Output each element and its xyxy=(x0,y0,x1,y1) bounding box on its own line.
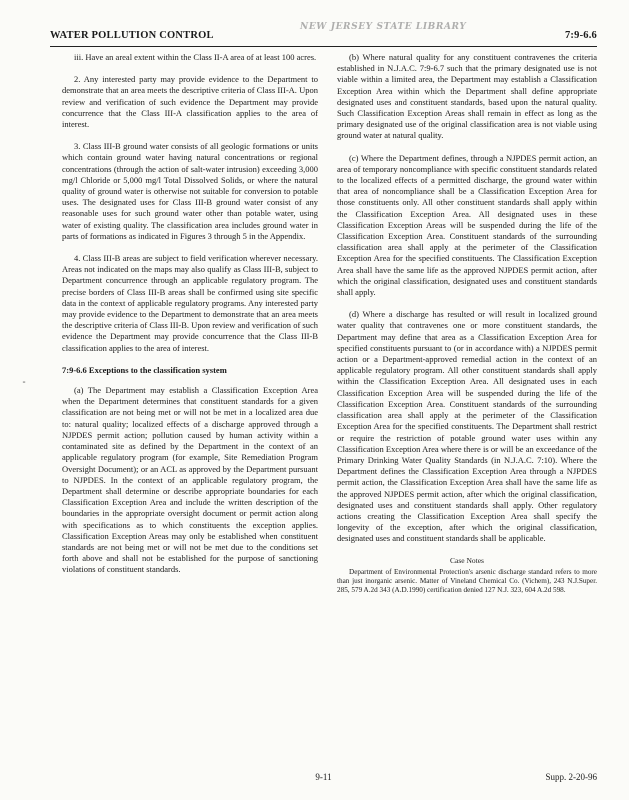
header-rule xyxy=(50,46,597,47)
header-section-number: 7:9-6.6 xyxy=(564,30,597,41)
paragraph-a: (a) The Department may establish a Classification Exception Area when the Department determines that constituent standards for a given classification are not being met or will not be met in a localized area due to: natural quality; localized effects of a discharge approved through a NJPDES permit action; pollution caused by human activity within a contaminated site as defined by the Department in the context of an applicable regulatory program (for example, Site Remediation Program Oversight Document); or an ACL as approved by the Department pursuant to NJPDES. In the context of an applicable regulatory program, the Department shall determine or describe appropriate boundaries for each Classification Exception Area and include the written description of the boundaries in the appropriate oversight document or permit action along with specifications as to which constituents the exception applies. Classification Exception Areas may only be established when constituent standards are not being met or will not be met due to the conditions set forth above and shall not be established for the purpose of sanctioning violations of constituent standards. xyxy=(62,385,318,575)
header-title: WATER POLLUTION CONTROL xyxy=(50,30,214,41)
page-number: 9-11 xyxy=(315,772,332,782)
paragraph-4: 4. Class III-B areas are subject to field verification wherever necessary. Areas not indicated on the maps may also qualify as Class III-B, subject to Department concurrence through an applicable regulatory program. The precise borders of Class III-B areas shall be confirmed using site specific data in the context of applicable regulatory programs. Any interested party may provide evidence to the Department to demonstrate that an area meets the descriptive criteria of Class III-B. Upon review and verification of such evidence the Department may provide concurrence that the Class III-B classification applies to the area of interest. xyxy=(62,253,318,353)
case-notes xyxy=(337,556,597,595)
section-title: 7:9-6.6 Exceptions to the classification system xyxy=(62,364,227,375)
paragraph-b: (b) Where natural quality for any constituent contravenes the criteria established in N.J.A.C. 7:9-6.7 such that the primary designated use is not viable within a limited area, the Department may establish a Classification Exception Area within which the Department shall define appropriate designated uses and constituent standards, based upon the natural quality. Such Classification Exception Areas shall remain in effect as long as the primary designated use of the original classification area is not viable using ground water at natural quality. xyxy=(337,52,597,141)
right-column xyxy=(337,52,597,595)
case-notes-title: Case Notes xyxy=(450,555,484,565)
paragraph-c: (c) Where the Department defines, through a NJPDES permit action, an area of temporary noncompliance with specific constituent standards related to the localized effects of a permitted discharge, the ground water within that area of noncompliance shall be a Classification Exception Area for those constituents only. All other constituent standards shall apply within the Classification Exception Area. All designated uses in these Classification Exception Areas will be suspended during the life of the Classification Exception Area. Constituent standards of the surrounding classification area shall apply at the perimeter of the Classification Exception Area for the specified constituents. The Classification Exception Area shall have the same life as the approved NJPDES permit action, after which the original classification, designated uses and constituent standards shall apply. xyxy=(337,152,597,298)
margin-mark: ⁃ xyxy=(22,378,26,387)
paragraph-iii: iii. Have an areal extent within the Class II-A area of at least 100 acres. xyxy=(74,52,317,62)
paragraph-d: (d) Where a discharge has resulted or will result in localized ground water quality that contravenes one or more constituent standards, the Department may define that area as a Classification Exception Area for specified constituents pursuant to (or in accordance with) a NJPDES permit action or a Department-approved remedial action in the context of an applicable regulatory program. All other constituent standards shall apply within the Classification Exception Area. All designated uses in each Classification Exception Area will be suspended during the life of the Classification Exception Area. Constituent standards of the surrounding classification area shall apply at the perimeter of the Classification Exception Area for the specified constituents. The Department shall restrict or require the restriction of potable ground water uses within any Classification Exception Area where there is or will be an exceedance of the Primary Drinking Water Quality Standards (in N.J.A.C. 7:10). Where the Department defines the Classification Exception Area through a NJPDES permit action, the Classification Exception Area shall have the same life as the approved NJPDES permit action, after which the original classification, designated uses and constituent standards shall apply. Other regulatory actions creating the Classification Exception Area shall specify the longevity of the exception, after which the original classification, designated uses and constituent standards shall be applicable. xyxy=(337,309,597,544)
page-footer xyxy=(50,772,597,786)
supplement-date: Supp. 2-20-96 xyxy=(545,772,597,782)
paragraph-2: 2. Any interested party may provide evidence to the Department to demonstrate that an area meets the descriptive criteria of Class III-A. Upon review and verification of such evidence the Department may provide concurrence that the Class III-A classification applies to the area of interest. xyxy=(62,74,318,130)
paragraph-3: 3. Class III-B ground water consists of all geologic formations or units which contain ground water having natural concentrations or regional concentrations (through the action of salt-water intrusion) exceeding 3,000 mg/l Chloride or 5,000 mg/l Total Dissolved Solids, or where the natural quality of ground water is otherwise not suitable for conversion to potable uses. The designated uses for Class III-B ground water consist of any reasonable uses for such ground water other than potable water, using water of existing quality. The classification area includes ground water in parts of formations as indicated in Figures 3 through 5 in the Appendix. xyxy=(62,141,318,241)
case-notes-body: Department of Environmental Protection's arsenic discharge standard refers to more than just inorganic arsenic. Matter of Vineland Chemical Co. (Vichem), 243 N.J.Super. 285, 579 A.2d 343 (A.D.1990) certification denied 127 N.J. 323, 604 A.2d 598. xyxy=(337,567,597,594)
running-header xyxy=(50,22,597,46)
left-column xyxy=(62,52,318,587)
library-stamp: NEW JERSEY STATE LIBRARY xyxy=(300,22,467,32)
